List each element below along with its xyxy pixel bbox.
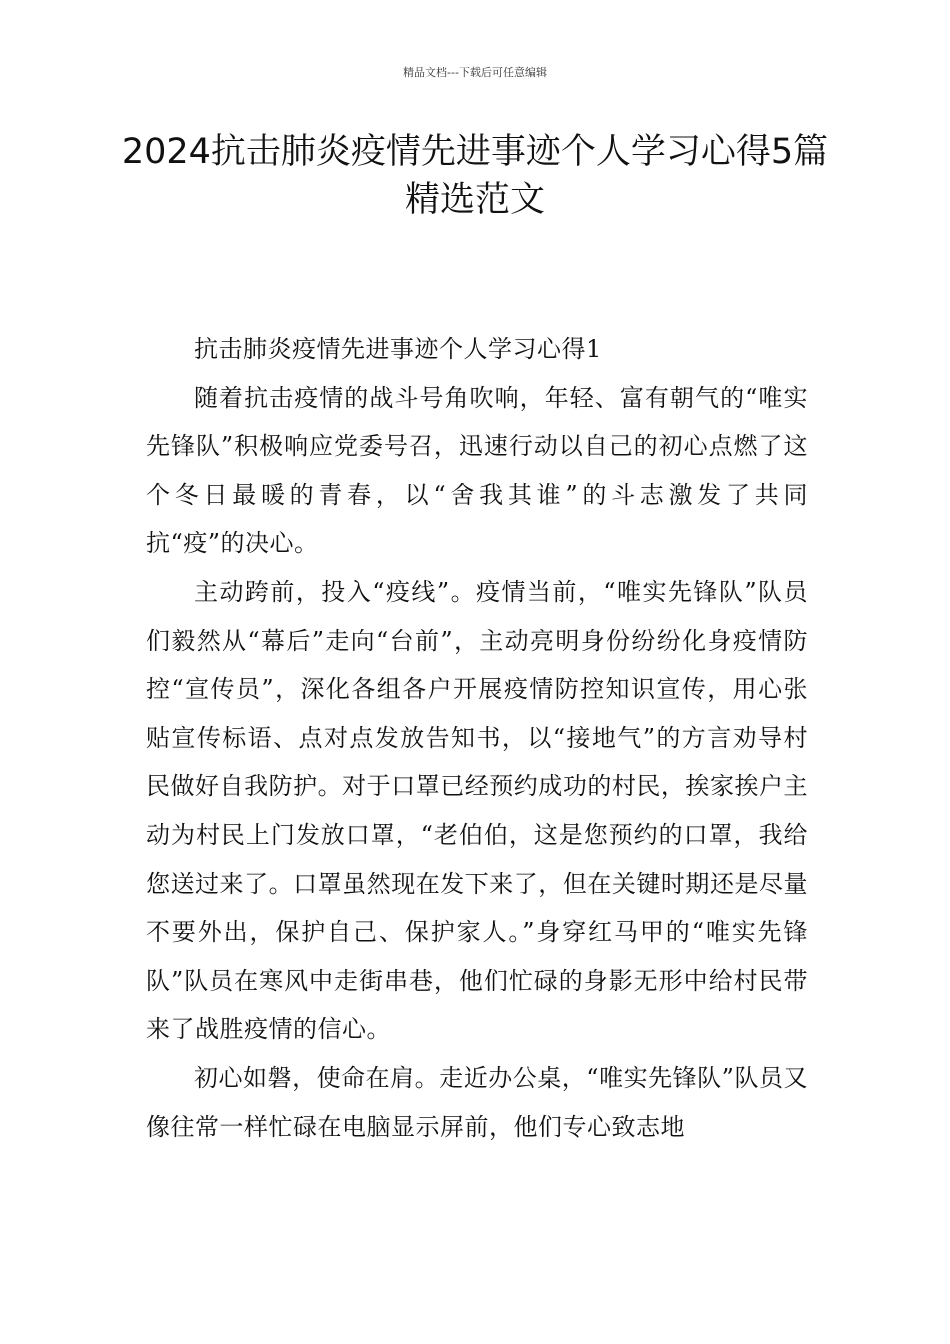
body-paragraph: 初心如磐，使命在肩。走近办公桌，“唯实先锋队”队员又像往常一样忙碌在电脑显示屏前，他们专心致志地: [146, 1063, 808, 1141]
body-paragraph: 主动跨前，投入“疫线”。疫情当前，“唯实先锋队”队员们毅然从“幕后”走向“台前”，主动亮明身份纷纷化身疫情防控“宣传员”，深化各组各户开展疫情防控知识宣传，用心张贴宣传标语、点对点发放告知书，以“接地气”的方言劝导村民做好自我防护。对于口罩已经预约成功的村民，挨家挨户主动为村民上门发放口罩，“老伯伯，这是您预约的口罩，我给您送过来了。口罩虽然现在发下来了，但在关键时期还是尽量不要外出，保护自己、保护家人。”身穿红马甲的“唯实先锋队”队员在寒风中走街串巷，他们忙碌的身影无形中给村民带来了战胜疫情的信心。: [146, 577, 808, 1044]
header-note: 精品文档---下载后可任意编辑: [403, 66, 547, 79]
body-paragraph: 随着抗击疫情的战斗号角吹响，年轻、富有朝气的“唯实先锋队”积极响应党委号召，迅速行动以自己的初心点燃了这个冬日最暖的青春，以“舍我其谁”的斗志激发了共同抗“疫”的决心。: [146, 383, 808, 558]
document-title: 2024抗击肺炎疫情先进事迹个人学习心得5篇精选范文: [121, 132, 829, 220]
document-body: [146, 325, 808, 1151]
section-heading: 抗击肺炎疫情先进事迹个人学习心得1: [194, 335, 602, 363]
